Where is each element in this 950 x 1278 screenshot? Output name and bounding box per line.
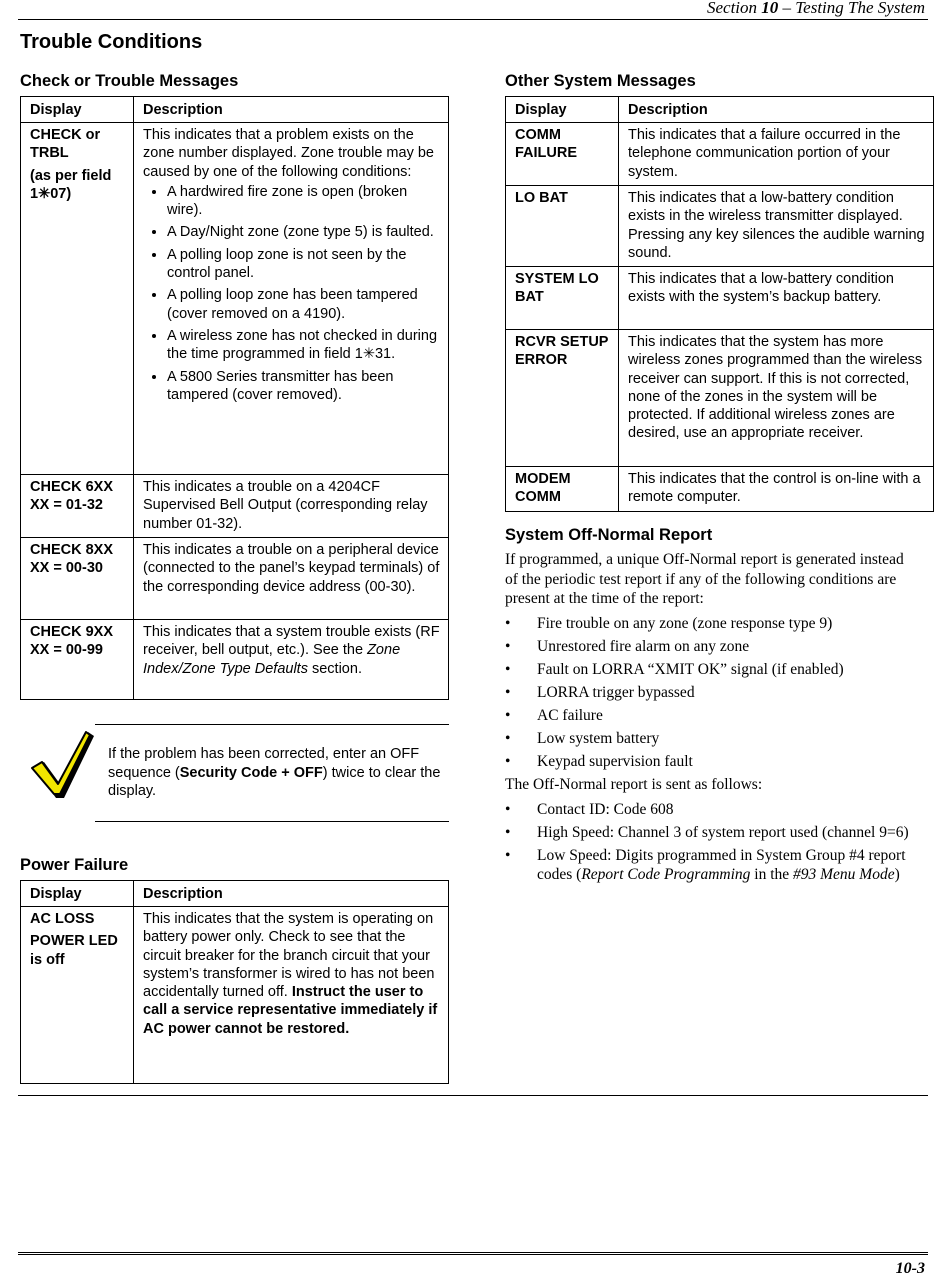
col-description: Description	[619, 97, 934, 123]
note-text-part: ) twice to clear the display.	[108, 764, 441, 799]
list-item: • A polling loop zone has been tampered (cover removed on a 4190).	[167, 286, 440, 323]
table-row	[506, 467, 934, 512]
table-row	[21, 475, 449, 538]
checkmark-icon	[28, 728, 94, 800]
display-cell: CHECK 9XX XX = 00-99	[21, 620, 134, 700]
list-item: • Fault on LORRA “XMIT OK” signal (if enabled)	[505, 660, 915, 680]
key-sequence: Security Code + OFF	[179, 764, 323, 781]
display-code: CHECK or TRBL	[30, 127, 101, 162]
display-cell: SYSTEM LO BAT	[506, 267, 619, 330]
description-cell: This indicates a trouble on a peripheral device (connected to the panel’s keypad terminals) of the corresponding device address (00-30).	[134, 538, 449, 620]
section-label: Section	[706, 0, 762, 17]
table-row	[21, 123, 449, 475]
list-item: • A polling loop zone is not seen by the control panel.	[167, 246, 440, 283]
table-row	[21, 907, 449, 1084]
table-header-row	[21, 97, 449, 123]
list-item: • AC failure	[505, 706, 915, 726]
display-code: AC LOSS	[30, 911, 95, 927]
list-item: • High Speed: Channel 3 of system report used (channel 9=6)	[505, 823, 915, 843]
col-description: Description	[134, 97, 449, 123]
off-normal-heading: System Off-Normal Report	[505, 526, 713, 544]
display-cell	[21, 907, 134, 1084]
off-normal-intro: If programmed, a unique Off-Normal report is generated instead of the periodic test report if any of the following conditions are present at the time of the report:	[505, 551, 904, 607]
list-item: • A hardwired fire zone is open (broken wire).	[167, 183, 440, 220]
power-failure-heading: Power Failure	[20, 856, 129, 874]
col-display: Display	[21, 881, 134, 907]
list-item: • Keypad supervision fault	[505, 752, 915, 772]
description-cell	[134, 123, 449, 475]
menu-reference: #93 Menu Mode	[793, 866, 895, 884]
display-cell	[21, 123, 134, 475]
list-item: • A wireless zone has not checked in during the time programmed in field 1✳31.	[167, 327, 440, 364]
section-reference: Report Code Programming	[581, 866, 751, 884]
display-cell: MODEM COMM	[506, 467, 619, 512]
description-cell: This indicates that a low-battery condition exists with the system’s backup battery.	[619, 267, 934, 330]
list-item: • A Day/Night zone (zone type 5) is faulted.	[167, 223, 440, 241]
warning-text: Instruct the user to call a service representative immediately if AC power cannot be restored.	[143, 984, 438, 1037]
note-rule-top	[95, 724, 449, 725]
display-note: (as per field 1✳07)	[30, 167, 112, 202]
condition-list	[505, 614, 915, 772]
table-row	[506, 123, 934, 186]
description-cell: This indicates that the system has more wireless zones programmed than the wireless receiver can support. If this is not corrected, none of the zones in the system will be protected. If additional wireless zones are desired, use an appropriate receiver.	[619, 330, 934, 467]
other-messages-table	[505, 96, 934, 512]
section-header	[707, 0, 925, 18]
table-row	[506, 186, 934, 267]
off-normal-section	[505, 550, 915, 888]
list-item: • Low system battery	[505, 729, 915, 749]
list-item	[505, 846, 915, 885]
table-row	[21, 620, 449, 700]
sent-as-text: The Off-Normal report is sent as follows:	[505, 776, 763, 794]
note-text	[108, 745, 453, 801]
description-text: section.	[307, 660, 362, 677]
note-text-part: If the problem has been corrected, enter an OFF sequence (	[108, 746, 420, 781]
other-messages-heading: Other System Messages	[505, 72, 696, 90]
list-text: Low Speed: Digits programmed in System Group #4 report codes (	[537, 846, 906, 884]
display-cell: RCVR SETUP ERROR	[506, 330, 619, 467]
col-display: Display	[21, 97, 134, 123]
section-number: 10	[761, 0, 779, 17]
table-row	[21, 538, 449, 620]
list-text: in the	[750, 866, 794, 884]
description-cell: This indicates that a low-battery condition exists in the wireless transmitter displayed. Pressing any key silences the audible warning sound.	[619, 186, 934, 267]
list-item: • Unrestored fire alarm on any zone	[505, 637, 915, 657]
col-display: Display	[506, 97, 619, 123]
display-cell: COMM FAILURE	[506, 123, 619, 186]
description-cell	[134, 907, 449, 1084]
section-title: – Testing The System	[778, 0, 925, 17]
section-reference: Zone Index/Zone Type Defaults	[143, 642, 401, 677]
description-cell: This indicates that the control is on-line with a remote computer.	[619, 467, 934, 512]
description-text: This indicates that a problem exists on the zone number displayed. Zone trouble may be caused by one of the following conditions:	[143, 127, 434, 180]
display-cell: CHECK 6XX XX = 01-32	[21, 475, 134, 538]
display-code: POWER LED is off	[30, 933, 118, 968]
table-header-row	[21, 881, 449, 907]
content-end-rule	[18, 1095, 928, 1096]
header-rule	[18, 19, 928, 20]
description-cell	[134, 620, 449, 700]
col-description: Description	[134, 881, 449, 907]
display-cell: LO BAT	[506, 186, 619, 267]
description-cell: This indicates a trouble on a 4204CF Supervised Bell Output (corresponding relay number 01-32).	[134, 475, 449, 538]
list-item: • LORRA trigger bypassed	[505, 683, 915, 703]
page-title: Trouble Conditions	[20, 31, 203, 53]
note-rule-bottom	[95, 821, 449, 822]
table-row	[506, 267, 934, 330]
format-list	[505, 800, 915, 885]
description-text: This indicates that a system trouble exists (RF receiver, bell output, etc.). See the	[143, 624, 440, 659]
condition-list	[143, 183, 440, 404]
list-item: • A 5800 Series transmitter has been tampered (cover removed).	[167, 368, 440, 405]
list-item: • Contact ID: Code 608	[505, 800, 915, 820]
list-text: )	[894, 866, 900, 884]
table-header-row	[506, 97, 934, 123]
power-failure-table	[20, 880, 449, 1084]
check-trouble-heading: Check or Trouble Messages	[20, 72, 239, 90]
description-cell: This indicates that a failure occurred in the telephone communication portion of your system.	[619, 123, 934, 186]
display-cell: CHECK 8XX XX = 00-30	[21, 538, 134, 620]
page-number: 10-3	[895, 1260, 925, 1277]
check-trouble-table	[20, 96, 449, 700]
table-row	[506, 330, 934, 467]
footer-rule	[18, 1252, 928, 1255]
description-text: This indicates that the system is operating on battery power only. Check to see that the circuit breaker for the branch circuit that your system’s transformer is wired to has not been accidentally turned off.	[143, 911, 435, 1001]
list-item: • Fire trouble on any zone (zone response type 9)	[505, 614, 915, 634]
